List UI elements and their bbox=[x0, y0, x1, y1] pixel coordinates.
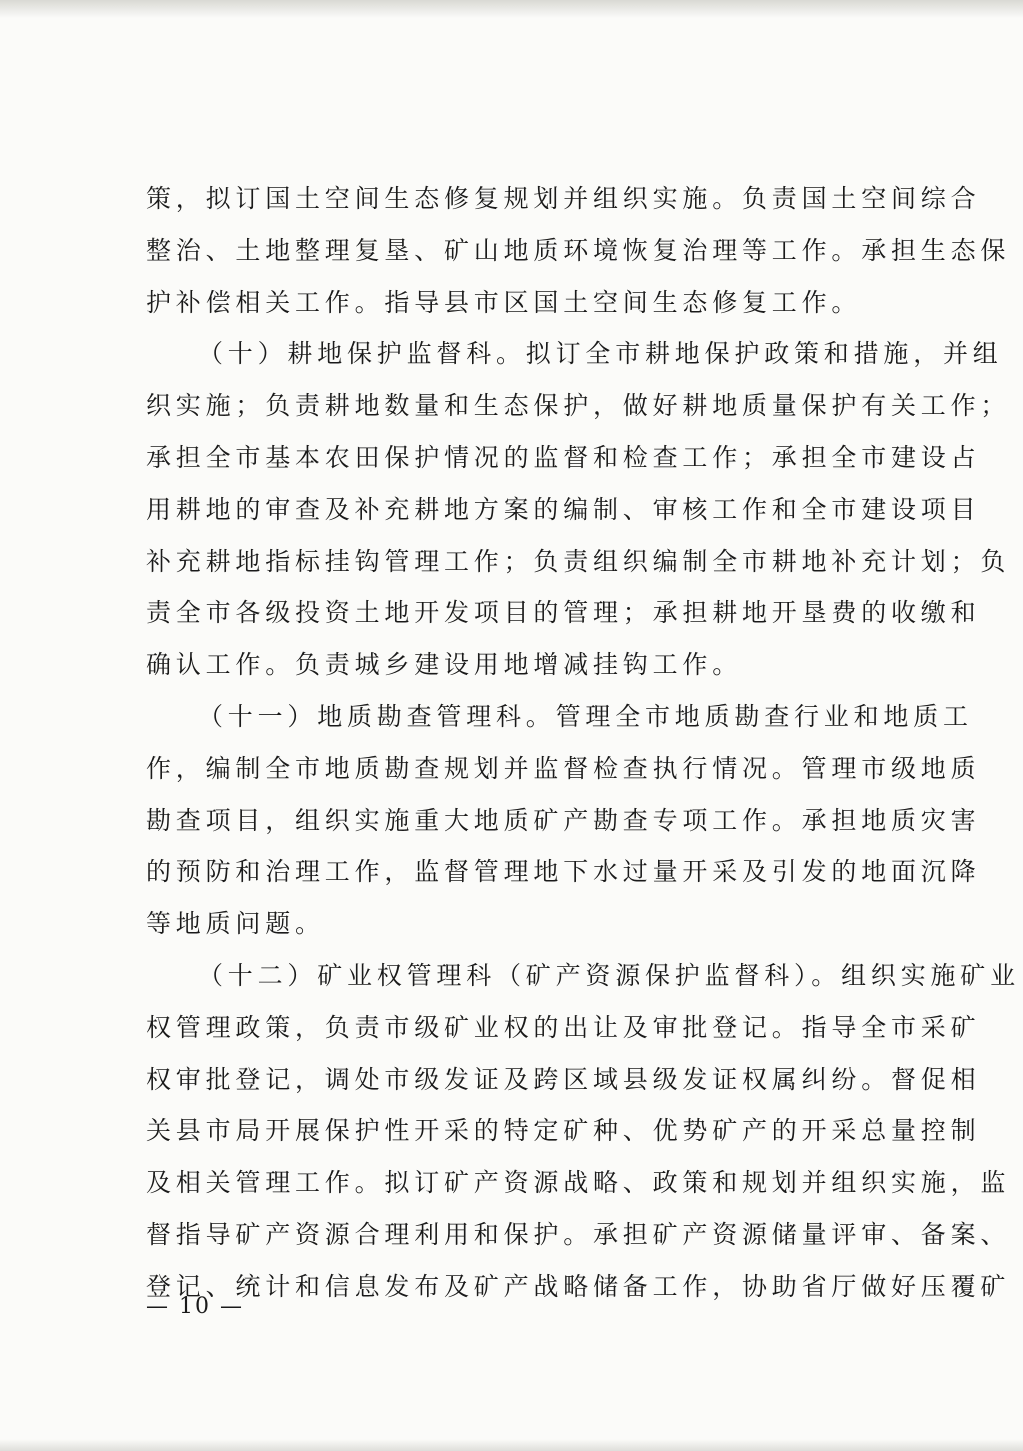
scan-edge-bottom bbox=[0, 1439, 1023, 1451]
text-line: 权审批登记，调处市级发证及跨区域县级发证权属纠纷。督促相 bbox=[146, 1064, 981, 1094]
text-line: 确认工作。负责城乡建设用地增减挂钩工作。 bbox=[146, 650, 743, 680]
text-line: 的预防和治理工作，监督管理地下水过量开采及引发的地面沉降 bbox=[146, 857, 981, 887]
document-body bbox=[146, 173, 1020, 1313]
text-line: 及相关管理工作。拟订矿产资源战略、政策和规划并组织实施，监 bbox=[146, 1168, 1011, 1198]
page-number: — 10 — bbox=[146, 1294, 244, 1319]
text-line: 用耕地的审查及补充耕地方案的编制、审核工作和全市建设项目 bbox=[146, 494, 981, 524]
text-line: 关县市局开展保护性开采的特定矿种、优势矿产的开采总量控制 bbox=[146, 1116, 981, 1146]
paragraph-first-line: （十一）地质勘查管理科。管理全市地质勘查行业和地质工 bbox=[198, 701, 973, 731]
text-line: 等地质问题。 bbox=[146, 909, 325, 939]
text-line: 策，拟订国土空间生态修复规划并组织实施。负责国土空间综合 bbox=[146, 184, 981, 213]
paragraph-first-line: （十）耕地保护监督科。拟订全市耕地保护政策和措施，并组 bbox=[198, 339, 1003, 369]
text-line: 权管理政策，负责市级矿业权的出让及审批登记。指导全市采矿 bbox=[146, 1012, 981, 1042]
text-line: 勘查项目，组织实施重大地质矿产勘查专项工作。承担地质灾害 bbox=[146, 805, 981, 835]
text-line: 整治、土地整理复垦、矿山地质环境恢复治理等工作。承担生态保 bbox=[146, 235, 1011, 265]
text-line: 护补偿相关工作。指导县市区国土空间生态修复工作。 bbox=[146, 287, 862, 317]
text-line: 责全市各级投资土地开发项目的管理；承担耕地开垦费的收缴和 bbox=[146, 598, 981, 628]
text-line: 织实施；负责耕地数量和生态保护，做好耕地质量保护有关工作； bbox=[146, 391, 1011, 421]
paragraph-first-line: （十二）矿业权管理科（矿产资源保护监督科）。组织实施矿业 bbox=[198, 960, 1020, 990]
scan-edge-top bbox=[0, 0, 1023, 18]
text-line: 督指导矿产资源合理利用和保护。承担矿产资源储量评审、备案、 bbox=[146, 1219, 1011, 1249]
text-line: 登记、统计和信息发布及矿产战略储备工作，协助省厅做好压覆矿 bbox=[146, 1271, 1011, 1301]
text-line: 作，编制全市地质勘查规划并监督检查执行情况。管理市级地质 bbox=[146, 753, 981, 783]
text-line: 补充耕地指标挂钩管理工作；负责组织编制全市耕地补充计划；负 bbox=[146, 546, 1011, 576]
text-line: 承担全市基本农田保护情况的监督和检查工作；承担全市建设占 bbox=[146, 442, 981, 472]
